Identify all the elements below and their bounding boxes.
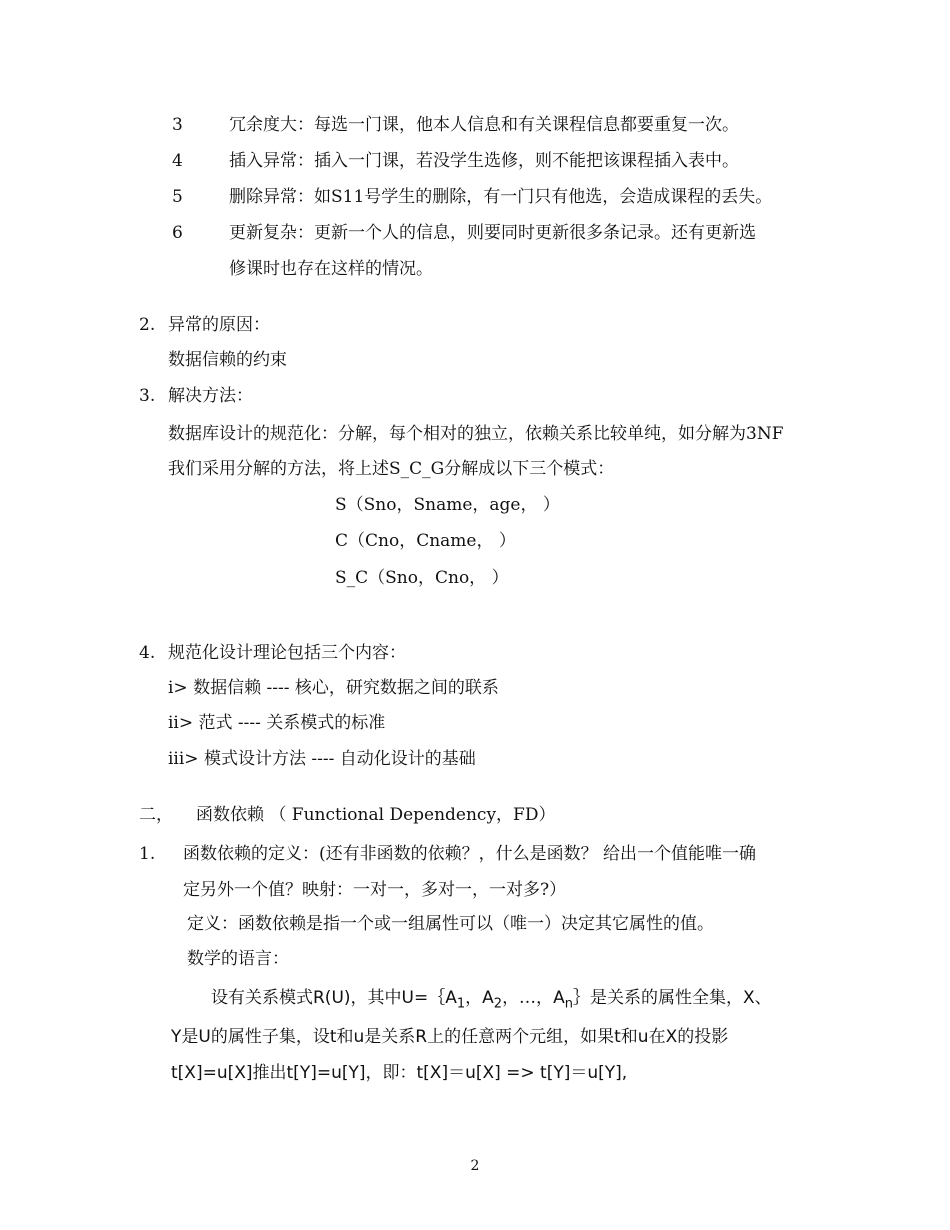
text-run: 是关系 [364,1027,416,1047]
list-item-delete-anomaly: 删除异常：如S11号学生的删除，有一门只有他选，会造成课程的丢失。 [229,187,773,207]
page-number: 2 [470,1158,480,1174]
math-run: t [614,1027,621,1047]
text-run: ｛ [428,988,446,1008]
text-run: ｝是关系的属性全集， [572,988,743,1008]
list-number: 5 [172,187,183,207]
math-run: t[X]=u[X] [171,1063,253,1083]
fd-definition-line: 函数依赖的定义：(还有非函数的依赖？，什么是函数？ 给出一个值能唯一确 [183,844,757,864]
schema-sc: S_C（Sno，Cno， ） [335,568,509,588]
fd-definition: 定义：函数依赖是指一个或一组属性可以（唯一）决定其它属性的值。 [187,914,714,934]
schema-s: S（Sno，Sname，age， ） [335,495,560,515]
text-run: 的投影 [677,1027,729,1047]
text-run: 是 [181,1027,199,1047]
fd-math-line [211,985,772,1017]
list-item-update-anomaly-cont: 修课时也存在这样的情况。 [229,259,433,279]
section-number: 1. [139,844,156,864]
theory-item: ii> 范式 ---- 关系模式的标准 [168,713,386,733]
math-run: t [329,1027,337,1047]
list-number: 3 [172,115,183,135]
section-number: 2. [139,315,156,335]
text-run: 的属性子集，设 [210,1027,330,1047]
math-run: u [637,1027,649,1047]
subscript: 2 [493,996,503,1012]
math-run: X [742,988,755,1008]
fd-math-line [171,1024,728,1050]
text-run: 、 [754,988,772,1008]
math-run: u[Y], [587,1063,628,1083]
fd-definition-line: 定另外一个值？映射：一对一，多对一，一对多?） [183,880,567,900]
math-run: A [553,988,565,1008]
fd-math-line [171,1060,627,1086]
section-body: 我们采用分解的方法，将上述S_C_G分解成以下三个模式： [168,459,615,479]
text-run: ，即： [365,1063,417,1083]
list-item-redundancy: 冗余度大：每选一门课，他本人信息和有关课程信息都要重复一次。 [229,115,739,135]
list-item-insert-anomaly: 插入异常：插入一门课，若没学生选修，则不能把该课程插入表中。 [229,151,739,171]
text-run: ，…， [502,988,554,1008]
list-item-update-anomaly: 更新复杂：更新一个人的信息，则要同时更新很多条记录。还有更新选 [229,223,756,243]
math-run: A [445,988,457,1008]
subscript: n [564,996,573,1012]
text-run: 在 [648,1027,666,1047]
list-number: 6 [172,223,183,243]
math-run: u [353,1027,365,1047]
section-heading-theory: 规范化设计理论包括三个内容： [168,643,406,663]
chapter-number: 二， [139,805,173,825]
theory-item: iii> 模式设计方法 ---- 自动化设计的基础 [168,749,476,769]
section-body: 数据信赖的约束 [168,350,287,370]
text-run: ＝ [570,1063,588,1083]
text-run: 和 [620,1027,638,1047]
section-heading-cause: 异常的原因： [168,315,270,335]
theory-item: i> 数据信赖 ---- 核心，研究数据之间的联系 [168,678,499,698]
math-run: t[X] [416,1063,449,1083]
chapter-heading: 函数依赖 （ Functional Dependency，FD） [196,805,556,825]
math-run: R [415,1027,428,1047]
text-run: 和 [336,1027,354,1047]
text-run: 推出 [252,1063,287,1083]
text-run: ＝ [448,1063,466,1083]
math-run: R(U) [313,988,351,1008]
fd-math-language: 数学的语言： [187,949,289,969]
text-run: ， [465,988,483,1008]
text-run: 上的任意两个元组，如果 [427,1027,615,1047]
math-run: X [665,1027,678,1047]
math-run: U= [401,988,429,1008]
section-body: 数据库设计的规范化：分解，每个相对的独立，依赖关系比较单纯，如分解为3NF [168,424,784,444]
text-run: ，其中 [350,988,402,1008]
math-run: U [198,1027,211,1047]
schema-c: C（Cno，Cname， ） [335,531,516,551]
text-run: 设有关系模式 [211,988,313,1008]
section-heading-solution: 解决方法： [168,386,253,406]
math-run: A [482,988,494,1008]
math-run: u[X] => t[Y] [465,1063,571,1083]
section-number: 3. [139,386,156,406]
math-run: t[Y]=u[Y] [286,1063,366,1083]
section-number: 4. [139,643,156,663]
subscript: 1 [456,996,466,1012]
list-number: 4 [172,151,183,171]
math-run: Y [171,1027,182,1047]
